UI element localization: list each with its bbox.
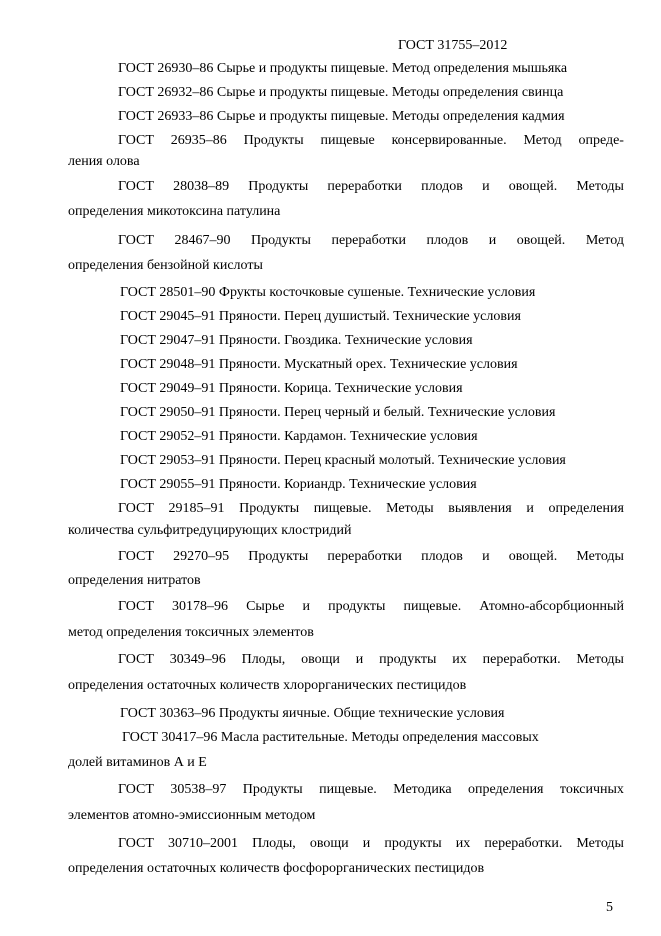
word: ГОСТ xyxy=(118,836,154,851)
word: пищевые. xyxy=(313,501,372,516)
reference-entry: ГОСТ 26933–86 Сырье и продукты пищевые. Методы определения кадмия xyxy=(118,109,565,124)
word: выявления xyxy=(448,501,512,516)
word: Методы xyxy=(576,549,624,564)
word: Плоды, xyxy=(252,836,296,851)
word: Продукты xyxy=(250,233,311,248)
word: 30710–2001 xyxy=(168,836,238,851)
word: пищевые xyxy=(320,133,375,148)
reference-entry: ГОСТ 26932–86 Сырье и продукты пищевые. Методы определения свинца xyxy=(118,85,564,100)
word: Методы xyxy=(576,179,624,194)
word: и xyxy=(526,501,534,516)
reference-entry-continuation: определения бензойной кислоты xyxy=(68,258,263,273)
word: продукты xyxy=(379,652,437,667)
reference-entry-continuation: метод определения токсичных элементов xyxy=(68,625,314,640)
word: переработки xyxy=(331,233,406,248)
word: переработки xyxy=(327,179,402,194)
word: 30178–96 xyxy=(172,599,228,614)
word: Метод xyxy=(523,133,562,148)
word: их xyxy=(455,836,471,851)
word: овощей. xyxy=(508,179,558,194)
word: 29270–95 xyxy=(173,549,230,564)
word: продукты xyxy=(328,599,386,614)
word: ГОСТ xyxy=(118,501,154,516)
word: пищевые. xyxy=(319,782,377,797)
word: 29185–91 xyxy=(168,501,225,516)
reference-entry xyxy=(118,232,624,249)
reference-entry: ГОСТ 29049–91 Пряности. Корица. Технические условия xyxy=(120,381,463,396)
reference-entry-continuation: определения нитратов xyxy=(68,573,201,588)
word: токсичных xyxy=(559,782,624,797)
reference-entry: ГОСТ 29052–91 Пряности. Кардамон. Технические условия xyxy=(120,429,478,444)
reference-entry: ГОСТ 29050–91 Пряности. Перец черный и белый. Технические условия xyxy=(120,405,556,420)
reference-entry xyxy=(118,548,624,565)
word: Методы xyxy=(576,652,624,667)
word: Атомно-абсорбционный xyxy=(479,599,624,614)
word: Продукты xyxy=(239,501,300,516)
word: Продукты xyxy=(248,549,309,564)
word: ГОСТ xyxy=(118,782,154,797)
word: ГОСТ xyxy=(118,549,154,564)
reference-entry: ГОСТ 30363–96 Продукты яичные. Общие технические условия xyxy=(120,706,505,721)
word: их xyxy=(452,652,467,667)
reference-entry xyxy=(118,835,624,852)
word: овощей. xyxy=(516,233,566,248)
word: опреде- xyxy=(578,133,624,148)
reference-entry: ГОСТ 29055–91 Пряности. Кориандр. Технические условия xyxy=(120,477,477,492)
word: ГОСТ xyxy=(118,133,154,148)
reference-entry xyxy=(118,781,624,798)
word: ГОСТ xyxy=(118,233,154,248)
word: 28038–89 xyxy=(173,179,230,194)
reference-entry xyxy=(118,178,624,195)
word: переработки. xyxy=(482,652,561,667)
word: и xyxy=(302,599,310,614)
word: Метод xyxy=(585,233,624,248)
reference-entry-continuation: элементов атомно-эмиссионным методом xyxy=(68,808,316,823)
reference-entry-continuation: определения остаточных количеств фосфорорганических пестицидов xyxy=(68,861,485,876)
word: Методы xyxy=(576,836,624,851)
word: Продукты xyxy=(242,782,303,797)
word: ГОСТ xyxy=(118,179,154,194)
reference-entry-continuation: определения микотоксина патулина xyxy=(68,204,281,219)
word: 28467–90 xyxy=(174,233,231,248)
word: плодов xyxy=(421,179,463,194)
word: ГОСТ xyxy=(118,599,154,614)
word: Сырье xyxy=(246,599,285,614)
word: переработки. xyxy=(484,836,563,851)
reference-entry xyxy=(118,132,624,149)
page-number: 5 xyxy=(606,900,613,915)
word: продукты xyxy=(384,836,442,851)
reference-entry: ГОСТ 29045–91 Пряности. Перец душистый. Технические условия xyxy=(120,309,521,324)
reference-entry: ГОСТ 28501–90 Фрукты косточковые сушеные. Технические условия xyxy=(120,285,536,300)
reference-entry xyxy=(118,500,624,517)
word: 26935–86 xyxy=(170,133,227,148)
word: Методика xyxy=(393,782,452,797)
word: и xyxy=(482,549,490,564)
reference-entry: ГОСТ 29047–91 Пряности. Гвоздика. Технические условия xyxy=(120,333,473,348)
word: ГОСТ xyxy=(118,652,154,667)
reference-entry-continuation: долей витаминов А и Е xyxy=(68,755,207,770)
reference-entry xyxy=(118,598,624,615)
word: и xyxy=(355,652,364,667)
reference-entry xyxy=(118,651,624,668)
reference-entry: ГОСТ 29053–91 Пряности. Перец красный молотый. Технические условия xyxy=(120,453,566,468)
word: пищевые. xyxy=(403,599,462,614)
reference-entry-continuation: ления олова xyxy=(68,154,140,169)
word: Методы xyxy=(386,501,434,516)
word: переработки xyxy=(327,549,402,564)
word: 30538–97 xyxy=(170,782,227,797)
word: Продукты xyxy=(248,179,309,194)
word: плодов xyxy=(426,233,469,248)
word: и xyxy=(488,233,497,248)
word: и xyxy=(482,179,490,194)
page-header-code: ГОСТ 31755–2012 xyxy=(398,38,508,53)
word: плодов xyxy=(421,549,463,564)
reference-entry-continuation: определения остаточных количеств хлорорганических пестицидов xyxy=(68,678,467,693)
word: 30349–96 xyxy=(169,652,226,667)
word: определения xyxy=(468,782,544,797)
word: овощи xyxy=(309,836,349,851)
reference-entry: ГОСТ 30417–96 Масла растительные. Методы определения массовых xyxy=(122,730,539,745)
word: овощей. xyxy=(508,549,558,564)
word: и xyxy=(362,836,371,851)
word: консервированные. xyxy=(391,133,507,148)
word: определения xyxy=(548,501,624,516)
word: Плоды, xyxy=(241,652,286,667)
reference-entry: ГОСТ 29048–91 Пряности. Мускатный орех. Технические условия xyxy=(120,357,518,372)
word: Продукты xyxy=(243,133,304,148)
reference-entry: ГОСТ 26930–86 Сырье и продукты пищевые. Метод определения мышьяка xyxy=(118,61,568,76)
reference-entry-continuation: количества сульфитредуцирующих клостридий xyxy=(68,523,352,538)
word: овощи xyxy=(301,652,340,667)
